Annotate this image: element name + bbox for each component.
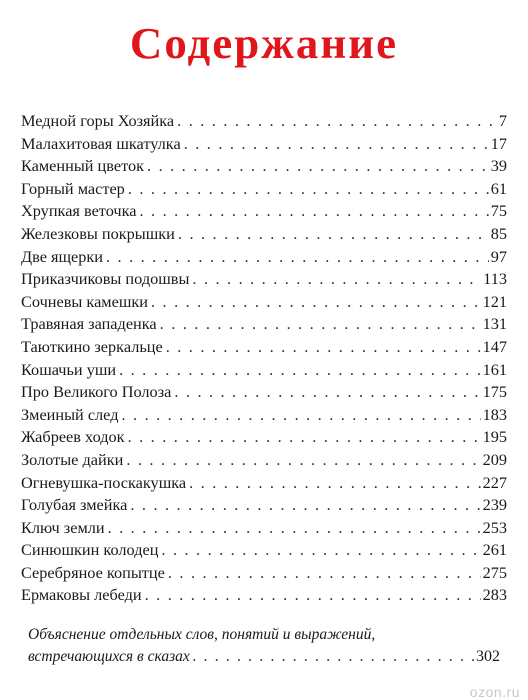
toc-entry (21, 223, 507, 246)
appendix-title-line2-row (28, 646, 500, 668)
toc-entry (21, 336, 507, 359)
toc-entry (21, 178, 507, 201)
toc-entry-page-number: 85 (490, 223, 507, 243)
toc-entry-title: Огневушка-поскакушка (21, 472, 187, 492)
toc-entry-title: Малахитовая шкатулка (21, 133, 181, 153)
toc-entry-title: Змеиный след (21, 404, 119, 424)
toc-entry-page-number: 7 (498, 111, 507, 130)
toc-entry-title: Ермаковы лебеди (21, 585, 142, 605)
toc-entry-title: Голубая змейка (21, 495, 128, 515)
toc-entry-title: Синюшкин колодец (21, 540, 159, 560)
toc-entry (21, 246, 507, 269)
appendix-entry (28, 624, 500, 668)
leader-dots (168, 562, 481, 585)
leader-dots (128, 178, 489, 201)
leader-dots (108, 517, 481, 540)
toc-entry-page-number: 39 (490, 156, 507, 176)
toc-entry-page-number: 161 (482, 359, 507, 379)
leader-dots (184, 133, 489, 156)
table-of-contents (21, 110, 507, 607)
toc-entry (21, 359, 507, 382)
toc-entry-page-number: 253 (482, 517, 507, 537)
toc-entry-page-number: 113 (483, 269, 507, 289)
appendix-title-line2: встречающихся в сказах (28, 648, 190, 665)
leader-dots (126, 449, 480, 472)
toc-entry (21, 472, 507, 495)
toc-entry-title: Ключ земли (21, 517, 105, 537)
leader-dots (161, 539, 480, 562)
toc-entry (21, 110, 507, 133)
toc-entry-page-number: 183 (482, 404, 507, 424)
toc-entry-title: Каменный цветок (21, 156, 145, 176)
leader-dots (192, 268, 481, 291)
toc-entry-page-number: 75 (490, 201, 507, 221)
toc-entry-title: Кошачьи уши (21, 359, 117, 379)
leader-dots (160, 313, 481, 336)
toc-entry (21, 404, 507, 427)
leader-dots (174, 381, 480, 404)
leader-dots (177, 110, 497, 133)
toc-entry (21, 562, 507, 585)
toc-entry-page-number: 131 (482, 314, 507, 334)
leader-dots (193, 646, 474, 668)
toc-entry-title: Приказчиковы подошвы (21, 269, 190, 289)
toc-entry-title: Золотые дайки (21, 449, 124, 469)
toc-entry-title: Две ящерки (21, 246, 104, 266)
leader-dots (128, 426, 481, 449)
toc-entry-page-number: 121 (482, 291, 507, 311)
toc-entry-title: Медной горы Хозяйка (21, 111, 175, 130)
toc-entry-title: Про Великого Полоза (21, 382, 172, 402)
toc-entry (21, 155, 507, 178)
toc-entry-page-number: 283 (482, 585, 507, 605)
toc-entry-page-number: 61 (490, 178, 507, 198)
toc-entry (21, 313, 507, 336)
toc-entry (21, 449, 507, 472)
toc-entry (21, 426, 507, 449)
toc-entry (21, 268, 507, 291)
page-title: Содержание (129, 19, 399, 68)
toc-entry (21, 291, 507, 314)
toc-entry-title: Железковы покрышки (21, 223, 175, 243)
toc-entry-page-number: 147 (482, 336, 507, 356)
toc-entry (21, 584, 507, 607)
toc-entry-page-number: 175 (482, 382, 507, 402)
leader-dots (145, 584, 481, 607)
toc-entry-title: Таюткино зеркальце (21, 336, 163, 356)
toc-entry-title: Горный мастер (21, 178, 125, 198)
toc-entry-title: Сочневы камешки (21, 291, 148, 311)
toc-entry-page-number: 261 (482, 540, 507, 560)
toc-entry (21, 539, 507, 562)
appendix-page-number: 302 (476, 648, 500, 665)
toc-entry-title: Хрупкая веточка (21, 201, 137, 221)
toc-entry-page-number: 97 (490, 246, 507, 266)
leader-dots (147, 155, 489, 178)
toc-entry-page-number: 227 (482, 472, 507, 492)
toc-entry-page-number: 239 (482, 495, 507, 515)
toc-entry-title: Серебряное копытце (21, 562, 165, 582)
toc-entry-title: Жабреев ходок (21, 427, 125, 447)
leader-dots (119, 359, 480, 382)
toc-entry-page-number: 195 (482, 427, 507, 447)
toc-entry-title: Травяная западенка (21, 314, 157, 334)
toc-entry (21, 133, 507, 156)
leader-dots (140, 200, 489, 223)
leader-dots (121, 404, 480, 427)
toc-entry (21, 494, 507, 517)
toc-entry-page-number: 17 (490, 133, 507, 153)
leader-dots (130, 494, 480, 517)
toc-entry (21, 381, 507, 404)
toc-entry-page-number: 209 (482, 449, 507, 469)
watermark: ozon.ru (469, 684, 520, 700)
leader-dots (178, 223, 489, 246)
leader-dots (189, 472, 480, 495)
appendix-title-line1: Объяснение отдельных слов, понятий и выражений, (28, 626, 376, 643)
toc-entry-page-number: 275 (482, 562, 507, 582)
leader-dots (151, 291, 481, 314)
leader-dots (106, 246, 489, 269)
leader-dots (166, 336, 481, 359)
toc-entry (21, 517, 507, 540)
toc-entry (21, 200, 507, 223)
